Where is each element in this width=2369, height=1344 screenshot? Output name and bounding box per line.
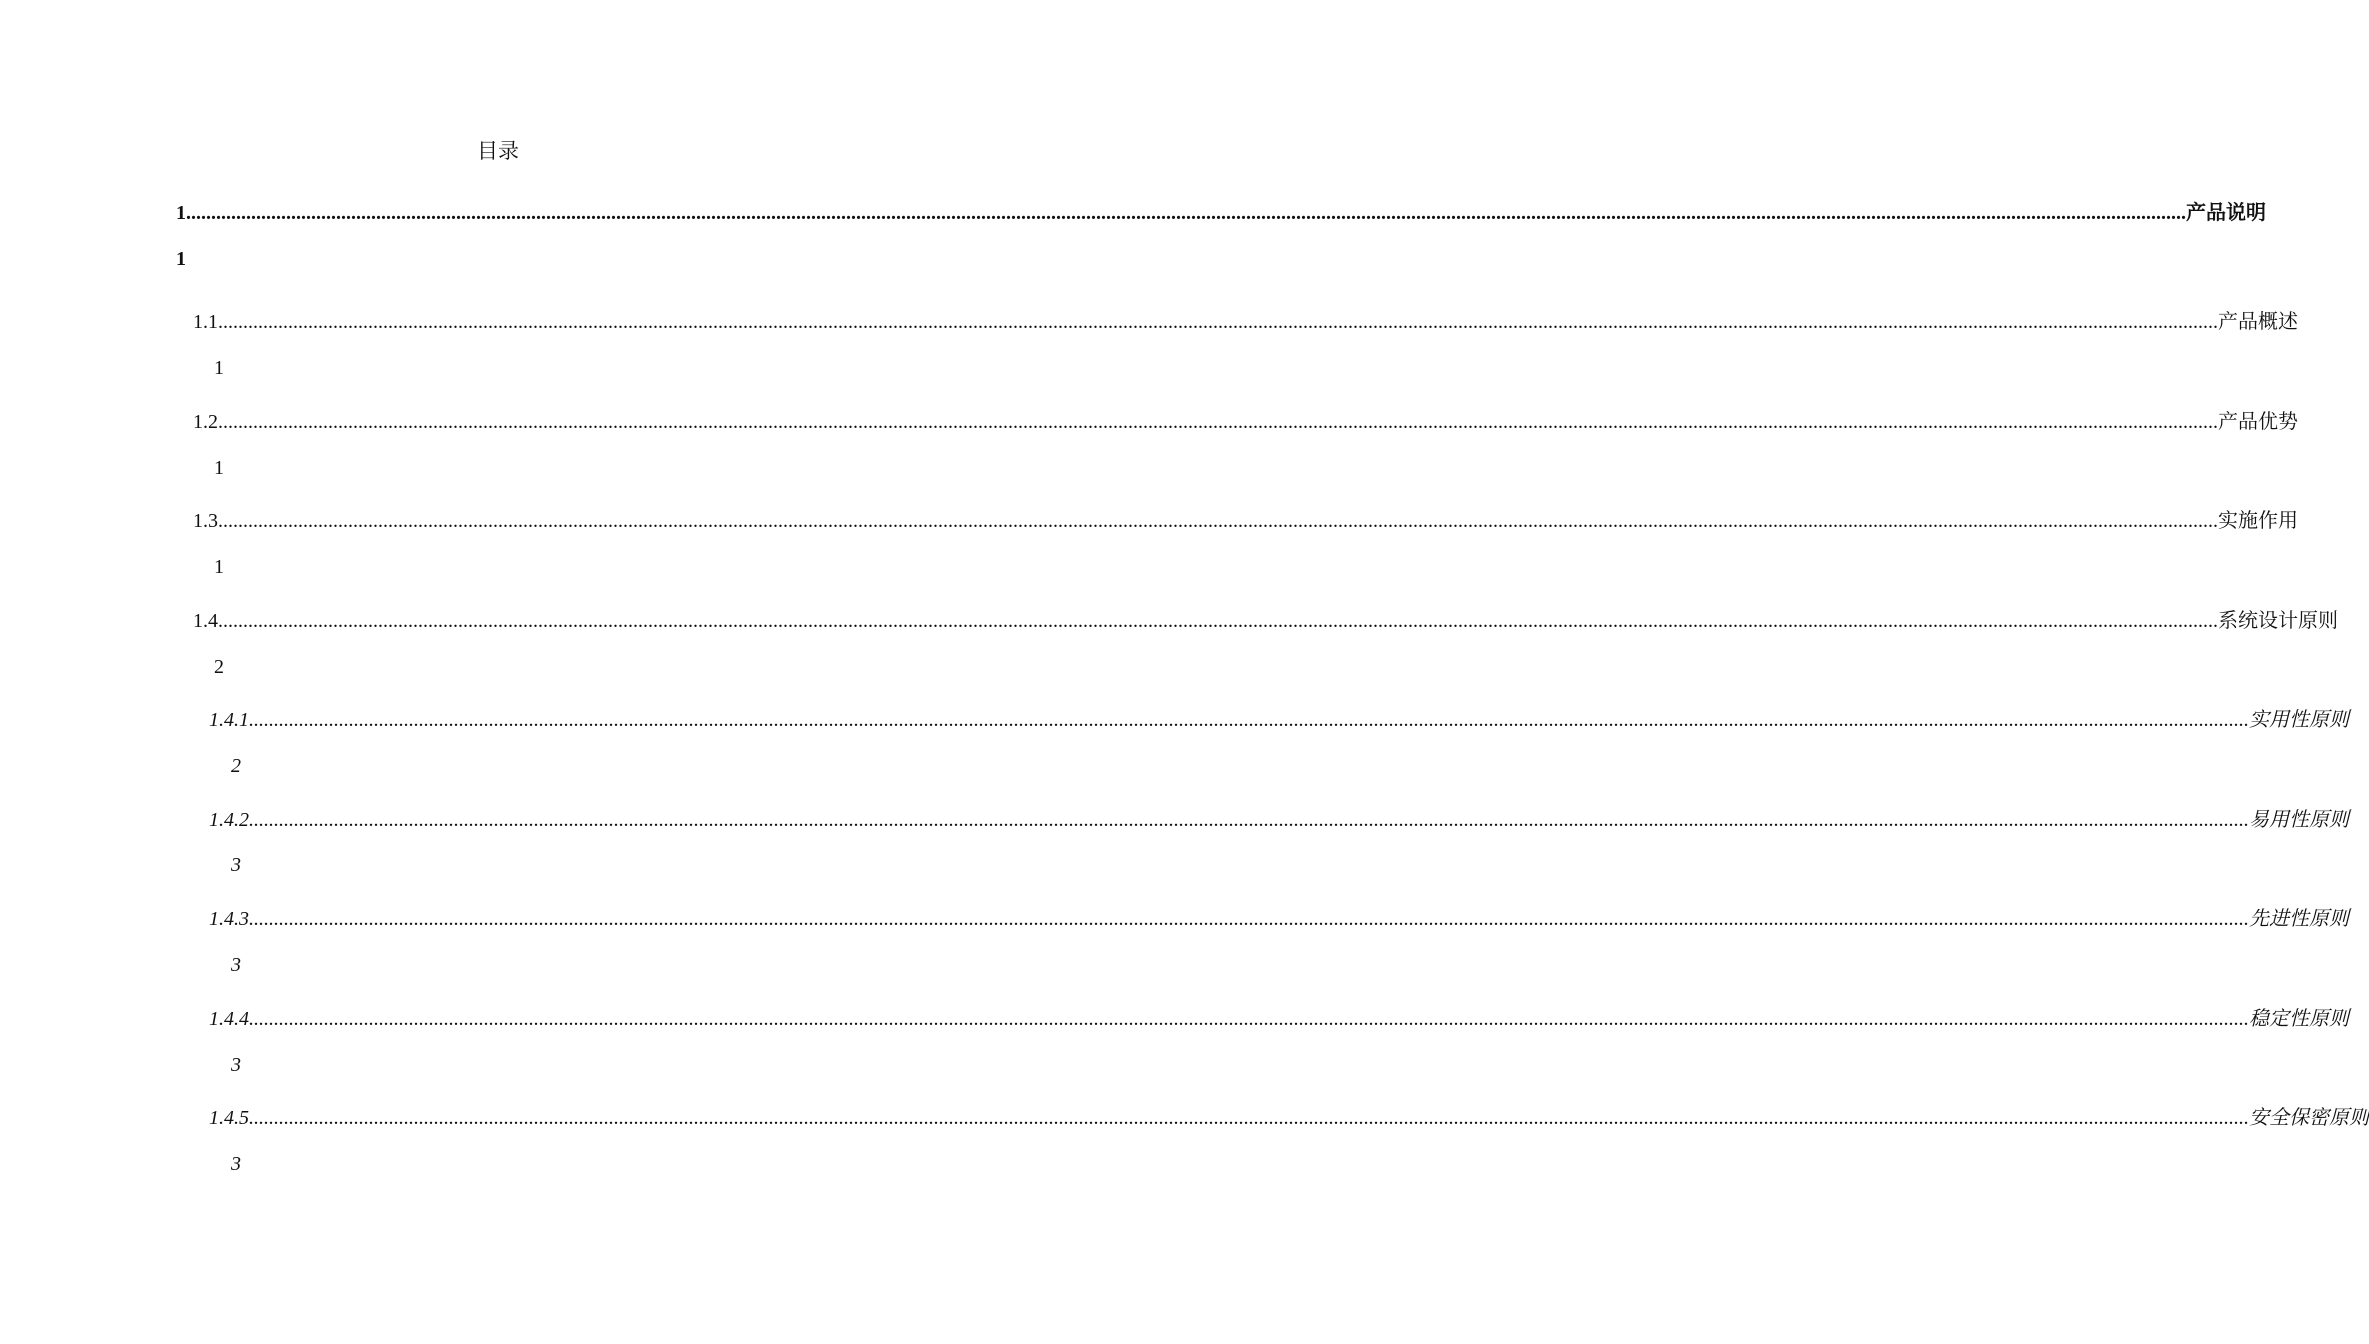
toc-entry-number: 1.3	[193, 510, 218, 532]
toc-entry-number: 1.4.4	[209, 1008, 249, 1030]
toc-entry[interactable]	[176, 196, 2266, 226]
toc-entry-page: 1	[176, 248, 186, 270]
toc-entry-page: 3	[231, 1153, 241, 1175]
toc-entry[interactable]	[193, 405, 2298, 435]
toc-entry-number: 1.4.5	[209, 1107, 249, 1129]
toc-entry-label: 产品优势	[2218, 411, 2298, 433]
toc-entry-page: 3	[231, 1054, 241, 1076]
toc-entry[interactable]	[209, 1101, 2369, 1131]
toc-entry[interactable]	[193, 305, 2298, 335]
toc-entry-number: 1	[176, 202, 186, 224]
toc-entry-label: 实施作用	[2218, 510, 2298, 532]
toc-entry-number: 1.4.1	[209, 709, 249, 731]
dot-leader: ................................................................................................................................................................................................................................................................................................................................................................................................................	[218, 311, 2218, 333]
toc-entry-label: 产品说明	[2186, 202, 2266, 224]
toc-entry-page: 2	[214, 656, 224, 678]
toc-entry-label: 实用性原则	[2249, 709, 2349, 731]
toc-entry[interactable]	[209, 803, 2349, 833]
toc-entry-page: 3	[231, 854, 241, 876]
dot-leader: ................................................................................................................................................................................................................................................................................................................................................................................................................	[249, 1008, 2249, 1030]
toc-entry-number: 1.4.3	[209, 908, 249, 930]
dot-leader: ................................................................................................................................................................................................................................................................................................................................................................................................................	[249, 1107, 2249, 1129]
toc-title: 目录	[477, 139, 519, 163]
dot-leader: ................................................................................................................................................................................................................................................................................................................................................................................................................	[249, 709, 2249, 731]
toc-entry-number: 1.4	[193, 610, 218, 632]
dot-leader: ................................................................................................................................................................................................................................................................................................................................................................................................................	[249, 809, 2249, 831]
dot-leader: ................................................................................................................................................................................................................................................................................................................................................................................................................	[249, 908, 2249, 930]
toc-entry-page: 1	[214, 556, 224, 578]
toc-entry[interactable]	[193, 604, 2338, 634]
toc-entry[interactable]	[209, 1002, 2349, 1032]
toc-entry-number: 1.2	[193, 411, 218, 433]
toc-entry-page: 1	[214, 357, 224, 379]
toc-entry-label: 产品概述	[2218, 311, 2298, 333]
toc-entry-label: 系统设计原则	[2218, 610, 2338, 632]
dot-leader: ................................................................................................................................................................................................................................................................................................................................................................................................................	[218, 411, 2218, 433]
toc-entry[interactable]	[209, 703, 2349, 733]
dot-leader: ................................................................................................................................................................................................................................................................................................................................................................................................................	[218, 610, 2218, 632]
toc-entry[interactable]	[209, 902, 2349, 932]
dot-leader: ................................................................................................................................................................................................................................................................................................................................................................................................................	[186, 202, 2186, 224]
toc-entry[interactable]	[193, 504, 2298, 534]
dot-leader: ................................................................................................................................................................................................................................................................................................................................................................................................................	[218, 510, 2218, 532]
toc-entry-label: 易用性原则	[2249, 809, 2349, 831]
toc-entry-label: 先进性原则	[2249, 908, 2349, 930]
toc-entry-page: 2	[231, 755, 241, 777]
toc-entry-page: 1	[214, 457, 224, 479]
toc-entry-label: 安全保密原则	[2249, 1107, 2369, 1129]
toc-entry-number: 1.1	[193, 311, 218, 333]
toc-entry-number: 1.4.2	[209, 809, 249, 831]
toc-entry-label: 稳定性原则	[2249, 1008, 2349, 1030]
toc-entry-page: 3	[231, 954, 241, 976]
